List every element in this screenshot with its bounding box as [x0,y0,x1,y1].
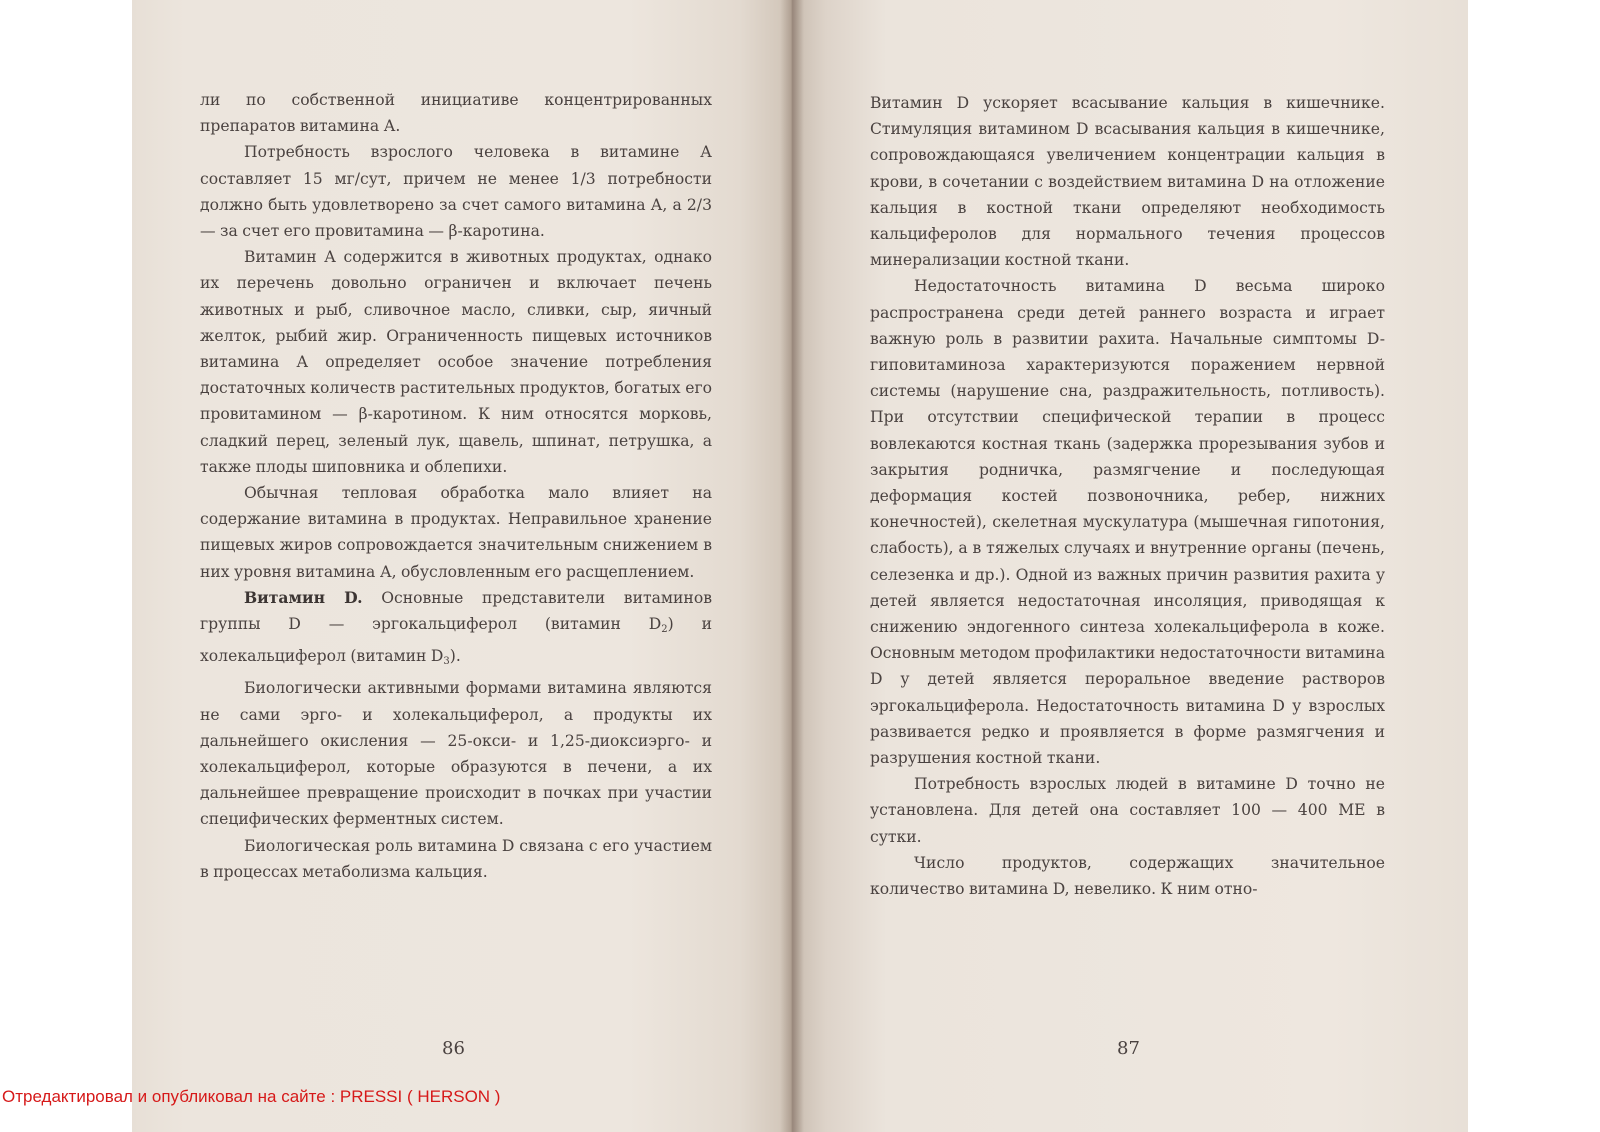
right-paragraph-4: Число продуктов, содержащих значительное количество витамина D, невелико. К ним отно- [870,853,1385,899]
left-paragraph-2: Потребность взрослого человека в витамине А составляет 15 мг/сут, причем не менее 1/3 потребности должно быть удовлетворено за счет самого витамина А, а 2/3 — за счет его провитамина — β-каротина. [200,143,712,241]
book-spread-scan [132,0,1468,1132]
left-paragraph-1: ли по собственной инициативе концентрированных препаратов витамина А. [200,91,712,136]
left-paragraph-3: Витамин А содержится в животных продуктах, однако их перечень довольно ограничен и включает печень животных и рыб, сливочное масло, сливки, сыр, яичный желток, рыбий жир. Ограниченность пищевых источников витамина А определяет особое значение потребления достаточных количеств растительных продуктов, богатых его провитамином — β-каротином. К ним относятся морковь, сладкий перец, зеленый лук, щавель, шпинат, петрушка, а также плоды шиповника и облепихи. [200,248,712,476]
publisher-credit: Отредактировал и опубликовал на сайте : PRESSI ( HERSON ) [2,1087,501,1106]
book-gutter-shadow [780,0,804,1132]
vitamin-d-paragraph [200,585,712,676]
right-page [792,0,1468,1132]
vitamin-d-text-1: Основные представители витаминов группы D — эргокальциферол (витамин D [200,588,712,634]
right-paragraph-2: Недостаточность витамина D весьма широко распространена среди детей раннего возраста и играет важную роль в развитии рахита. Начальные симптомы D-гиповитаминоза характеризуются поражением нервной системы (нарушение сна, раздражительность, потливость). При отсутствии специфической терапии в процесс вовлекаются костная ткань (задержка прорезывания зубов и закрытия родничка, размягчение и последующая деформация костей позвоночника, ребер, нижних конечностей), скелетная мускулатура (мышечная гипотония, слабость), а в тяжелых случаях и внутренние органы (печень, селезенка и др.). Одной из важных причин развития рахита у детей является недостаточная инсоляция, приводящая к снижению эндогенного синтеза холекальциферола в коже. Основным методом профилактики недостаточности витамина D у детей является пероральное введение растворов эргокальциферола. Недостаточность витамина D у взрослых развивается редко и проявляется в форме размягчения и разрушения костной ткани. [870,277,1385,768]
left-paragraph-7: Биологическая роль витамина D связана с его участием в процессах метаболизма кальция. [200,836,712,881]
page-number-right: 87 [1117,1038,1140,1059]
vitamin-d2-subscript: 2 [661,624,668,636]
left-paragraph-4: Обычная тепловая обработка мало влияет на содержание витамина в продуктах. Неправильное хранение пищевых жиров сопровождается значительным снижением в них уровня витамина А, обусловленным его расщеплением. [200,484,712,581]
right-paragraph-1: Витамин D ускоряет всасывание кальция в кишечнике. Стимуляция витамином D всасывания кальция в кишечнике, сопровождающаяся увеличением концентрации кальция в крови, в сочетании с воздействием витамина D на отложение кальция в костной ткани определяют необходимость кальциферолов для нормального течения процессов минерализации костной ткани. [870,94,1385,270]
vitamin-d-text-3: ). [449,647,461,666]
left-page [132,0,792,1132]
left-paragraph-6: Биологически активными формами витамина являются не сами эрго- и холекальциферол, а продукты их дальнейшего окисления — 25-окси- и 1,25-диоксиэрго- и холекальциферол, которые образуются в печени, а их дальнейшее превращение происходит в почках при участии специфических ферментных систем. [200,679,712,829]
right-page-text [870,90,1385,902]
vitamin-d3-subscript: 3 [443,656,450,668]
right-paragraph-3: Потребность взрослых людей в витамине D точно не установлена. Для детей она составляет 100 — 400 МЕ в сутки. [870,775,1385,846]
page-number-left: 86 [442,1038,465,1059]
vitamin-d-heading: Витамин D. [244,587,363,607]
left-page-text [200,87,712,885]
vitamin-d-text-2: ) и холекальциферол (витамин D [200,615,712,666]
